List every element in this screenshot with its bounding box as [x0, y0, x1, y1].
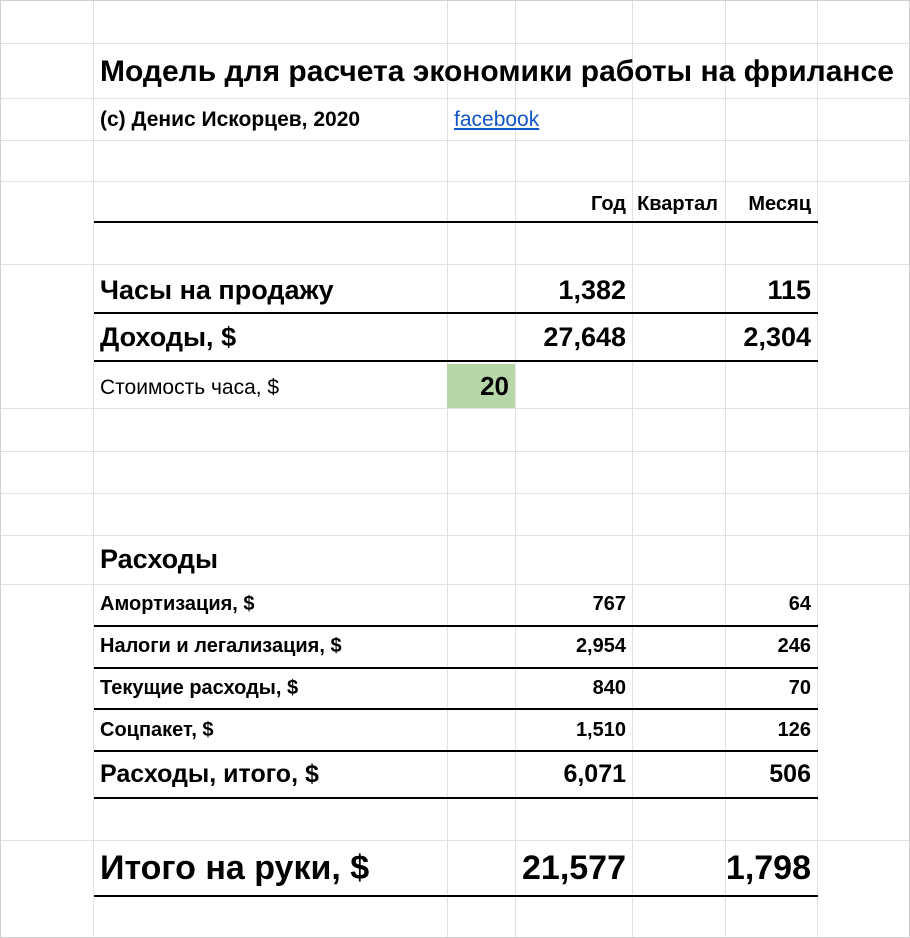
- income-year-value: 27,648: [543, 322, 626, 352]
- row-border: [94, 750, 818, 752]
- expense-row-year: 2,954: [575, 635, 626, 657]
- net-income-month: 1,798: [725, 849, 811, 887]
- row-border: [94, 797, 818, 799]
- grid-row-line: [0, 840, 910, 841]
- expense-row-year: 840: [592, 677, 626, 699]
- income-month-value: 2,304: [743, 322, 811, 352]
- expense-row-label: Соцпакет, $: [100, 719, 214, 741]
- facebook-link[interactable]: facebook: [454, 108, 540, 131]
- net-income-label: Итого на руки, $: [100, 849, 370, 887]
- row-border: [94, 625, 818, 627]
- expenses-total-year: 6,071: [563, 760, 626, 788]
- hours-month-value: 115: [767, 275, 811, 305]
- expense-row-year: 1,510: [575, 719, 626, 741]
- grid-row-line: [0, 264, 910, 265]
- row-border: [94, 360, 818, 362]
- expenses-total-label: Расходы, итого, $: [100, 760, 319, 788]
- column-header-month: Месяц: [748, 193, 811, 215]
- hours-label: Часы на продажу: [100, 275, 334, 305]
- hour-rate-value[interactable]: 20: [480, 371, 509, 401]
- page-title: Модель для расчета экономики работы на фрилансе: [100, 55, 894, 88]
- grid-row-line: [0, 43, 910, 44]
- grid-row-line: [0, 451, 910, 452]
- expense-row-label: Текущие расходы, $: [100, 677, 299, 699]
- grid-row-line: [0, 535, 910, 536]
- row-border: [94, 667, 818, 669]
- net-income-year: 21,577: [522, 849, 626, 887]
- expense-row-month: 70: [788, 677, 811, 699]
- row-border: [94, 895, 818, 897]
- expenses-total-month: 506: [769, 760, 811, 788]
- grid-row-line: [0, 493, 910, 494]
- grid-row-line: [0, 584, 910, 585]
- expense-row-year: 767: [592, 593, 626, 615]
- row-border: [94, 312, 818, 314]
- expense-row-label: Амортизация, $: [100, 593, 255, 615]
- row-border: [94, 708, 818, 710]
- expense-row-month: 64: [788, 593, 811, 615]
- header-border: [94, 221, 818, 223]
- hours-year-value: 1,382: [558, 275, 626, 305]
- column-header-quarter: Квартал: [637, 193, 718, 215]
- expense-row-month: 246: [777, 635, 811, 657]
- grid-row-line: [0, 140, 910, 141]
- expenses-heading: Расходы: [100, 544, 219, 574]
- grid-row-line: [0, 98, 910, 99]
- expense-row-month: 126: [777, 719, 811, 741]
- hour-rate-label: Стоимость часа, $: [100, 376, 280, 399]
- grid-row-line: [0, 181, 910, 182]
- income-label: Доходы, $: [100, 322, 237, 352]
- grid-row-line: [0, 408, 910, 409]
- column-header-year: Год: [591, 193, 626, 215]
- expense-row-label: Налоги и легализация, $: [100, 635, 342, 657]
- author-credit: (с) Денис Искорцев, 2020: [100, 108, 361, 131]
